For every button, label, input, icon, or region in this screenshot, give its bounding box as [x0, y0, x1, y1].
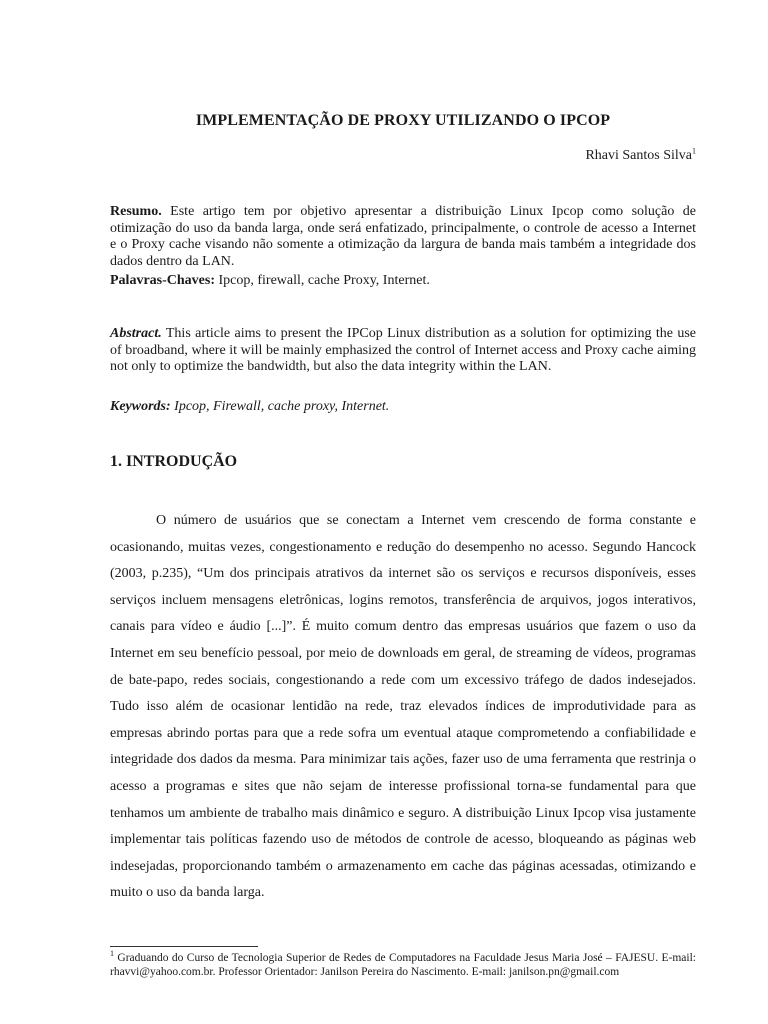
section-heading: 1. INTRODUÇÃO [110, 453, 238, 470]
resumo-label: Resumo. [110, 204, 162, 219]
paper-title: IMPLEMENTAÇÃO DE PROXY UTILIZANDO O IPCOP [195, 112, 611, 129]
keywords-line [110, 399, 696, 416]
palavras-chaves-line [110, 273, 696, 290]
author-name: Rhavi Santos Silva [585, 148, 692, 163]
abstract-label: Abstract. [110, 326, 162, 341]
footnote-text: Graduando do Curso de Tecnologia Superior de Redes de Computadores na Faculdade Jesus Maria José – FAJESU. E-mail: rhavvi@yahoo.com.br. Professor Orientador: Janilson Pereira do Nascimento. E-mail: janilson.pn@gmail.com [110, 952, 696, 978]
abstract-paragraph [110, 326, 696, 376]
introduction-paragraph: O número de usuários que se conectam a Internet vem crescendo de forma constante e ocasionando, muitas vezes, congestionamento e redução do desempenho no acesso. Segundo Hancock (2003, p.235), “Um dos principais atrativos da internet são os serviços e recursos disponíveis, esses serviços incluem mensagens eletrônicas, logins remotos, transferência de arquivos, jogos interativos, canais para vídeo e áudio [...]”. É muito comum dentro das empresas usuários que fazem o uso da Internet em seu benefício pessoal, por meio de downloads em geral, de streaming de vídeos, programas de bate-papo, redes sociais, congestionando a rede com um excessivo tráfego de dados indesejados. Tudo isso além de ocasionar lentidão na rede, traz elevados índices de improdutividade para as empresas abrindo portas para que a rede sofra um eventual ataque comprometendo a confiabilidade e integridade dos dados da mesma. Para minimizar tais ações, fazer uso de uma ferramenta que restrinja o acesso a programas e sites que não sejam de interesse profissional torna-se fundamental para que tenhamos um ambiente de trabalho mais dinâmico e seguro. A distribuição Linux Ipcop visa justamente implementar tais políticas fazendo uso de métodos de controle de acesso, bloqueando as páginas web indesejadas, proporcionando também o armazenamento em cache das páginas acessadas, otimizando e muito o uso da banda larga. [110, 513, 696, 901]
keywords-text: Ipcop, Firewall, cache proxy, Internet. [170, 399, 390, 414]
palavras-chaves-label: Palavras-Chaves: [110, 273, 215, 288]
resumo-paragraph [110, 204, 696, 270]
footnote-mark: 1 [110, 949, 114, 959]
footnote [110, 951, 696, 979]
resumo-text: Este artigo tem por objetivo apresentar a distribuição Linux Ipcop como solução de otimização do uso da banda larga, onde será enfatizado, principalmente, o controle de acesso a Internet e o Proxy cache visando não somente a otimização da largura de banda mais também a integridade dos dados dentro da LAN. [110, 204, 696, 269]
keywords-label: Keywords: [110, 399, 171, 414]
author-line [585, 148, 696, 164]
footnote-divider [110, 946, 258, 947]
abstract-text: This article aims to present the IPCop Linux distribution as a solution for optimizing the use of broadband, where it will be mainly emphasized the control of Internet access and Proxy cache aiming not only to optimize the bandwidth, but also the data integrity within the LAN. [110, 326, 696, 375]
palavras-chaves-text: Ipcop, firewall, cache Proxy, Internet. [215, 273, 430, 288]
author-footnote-mark: 1 [692, 146, 696, 156]
document-page [110, 0, 696, 1024]
